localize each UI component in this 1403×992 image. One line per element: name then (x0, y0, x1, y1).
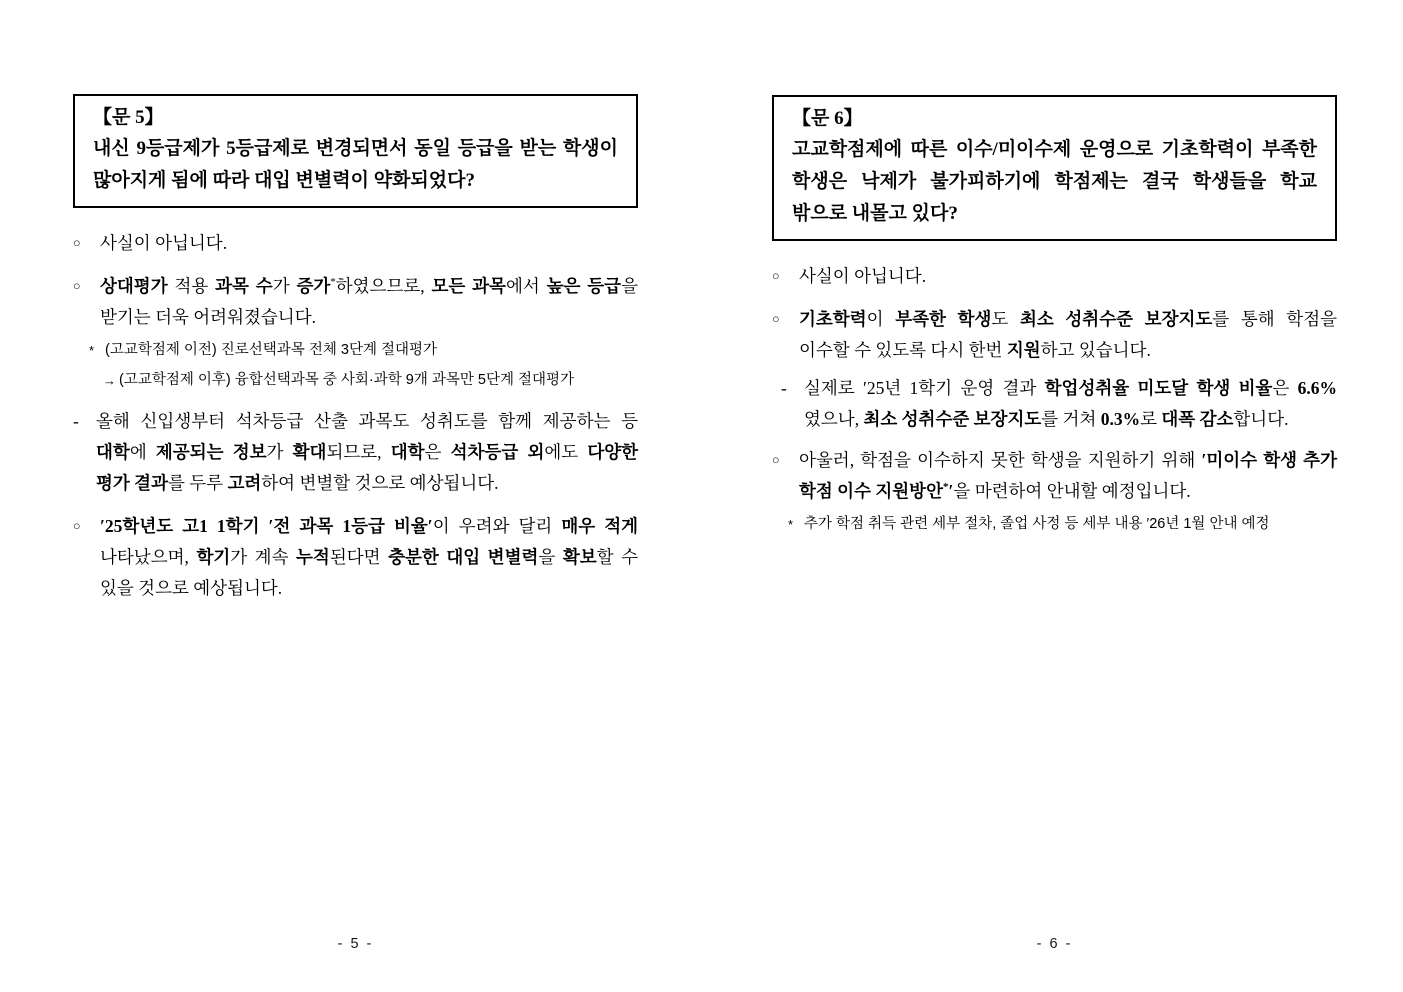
arrow-icon: → (103, 373, 116, 388)
answer-bullet (73, 228, 638, 259)
dash-bullet-marker: - (781, 378, 787, 398)
answer-bullet (73, 511, 638, 604)
footnote-text: 추가 학점 취득 관련 세부 절차, 졸업 사정 등 세부 내용 ′26년 1월 안내 예정 (804, 516, 1270, 532)
footnote-text: (고교학점제 이후) 융합선택과목 중 사회·과학 9개 과목만 5단계 절대평가 (119, 372, 575, 388)
question-label: 【문 6】 (792, 108, 863, 129)
circle-bullet-marker: ○ (772, 269, 780, 283)
page-number-5: - 5 - (337, 936, 374, 952)
question-label: 【문 5】 (93, 107, 164, 128)
circle-bullet-marker: ○ (73, 236, 81, 250)
footnote-text: (고교학점제 이전) 진로선택과목 전체 3단계 절대평가 (105, 342, 438, 358)
answer-bullet (772, 261, 1337, 292)
question-box-5 (73, 94, 638, 208)
asterisk-marker: * (788, 517, 794, 532)
page-number-6: - 6 - (1036, 936, 1073, 952)
dash-bullet-marker: - (73, 411, 79, 431)
footnote (89, 338, 638, 363)
answer-sub-bullet (781, 373, 1337, 435)
answer-text: 상대평가 적용 과목 수가 증가*하였으므로, 모든 과목에서 높은 등급을 받기는 더욱 어려워졌습니다. (100, 276, 638, 327)
asterisk-marker: * (89, 343, 95, 358)
answer-text: 아울러, 학점을 이수하지 못한 학생을 지원하기 위해 ′미이수 학생 추가 학점 이수 지원방안*′을 마련하여 안내할 예정입니다. (799, 450, 1337, 501)
answer-text: 실제로 ′25년 1학기 운영 결과 학업성취율 미도달 학생 비율은 6.6%였으나, 최소 성취수준 보장지도를 거쳐 0.3%로 대폭 감소합니다. (804, 378, 1337, 429)
answer-text: 사실이 아닙니다. (799, 266, 927, 286)
answer-body (73, 228, 638, 604)
circle-bullet-marker: ○ (73, 519, 81, 533)
footnote (788, 512, 1337, 537)
answer-bullet (772, 445, 1337, 507)
answer-bullet (73, 271, 638, 333)
footnote-continuation (103, 368, 638, 393)
question-text: 내신 9등급제가 5등급제로 변경되면서 동일 등급을 받는 학생이 많아지게 됨에 따라 대입 변별력이 약화되었다? (93, 138, 618, 191)
circle-bullet-marker: ○ (772, 312, 780, 326)
answer-body (772, 261, 1337, 537)
question-box-6 (772, 95, 1337, 241)
answer-text: 사실이 아닙니다. (100, 233, 228, 253)
answer-text: 기초학력이 부족한 학생도 최소 성취수준 보장지도를 통해 학점을 이수할 수 있도록 다시 한번 지원하고 있습니다. (799, 309, 1338, 360)
circle-bullet-marker: ○ (73, 279, 81, 293)
answer-text: 올해 신입생부터 석차등급 산출 과목도 성취도를 함께 제공하는 등 대학에 제공되는 정보가 확대되므로, 대학은 석차등급 외에도 다양한 평가 결과를 두루 고려하여 변별할 것으로 예상됩니다. (96, 411, 639, 493)
question-text: 고교학점제에 따른 이수/미이수제 운영으로 기초학력이 부족한 학생은 낙제가 불가피하기에 학점제는 결국 학생들을 학교 밖으로 내몰고 있다? (792, 139, 1317, 224)
circle-bullet-marker: ○ (772, 453, 780, 467)
answer-text: ′25학년도 고1 1학기 ′전 과목 1등급 비율′이 우려와 달리 매우 적게 나타났으며, 학기가 계속 누적된다면 충분한 대입 변별력을 확보할 수 있을 것으로 예상됩니다. (100, 516, 639, 598)
answer-sub-bullet (73, 406, 638, 499)
answer-bullet (772, 304, 1337, 366)
page-5 (73, 0, 638, 992)
page-6 (772, 0, 1337, 992)
